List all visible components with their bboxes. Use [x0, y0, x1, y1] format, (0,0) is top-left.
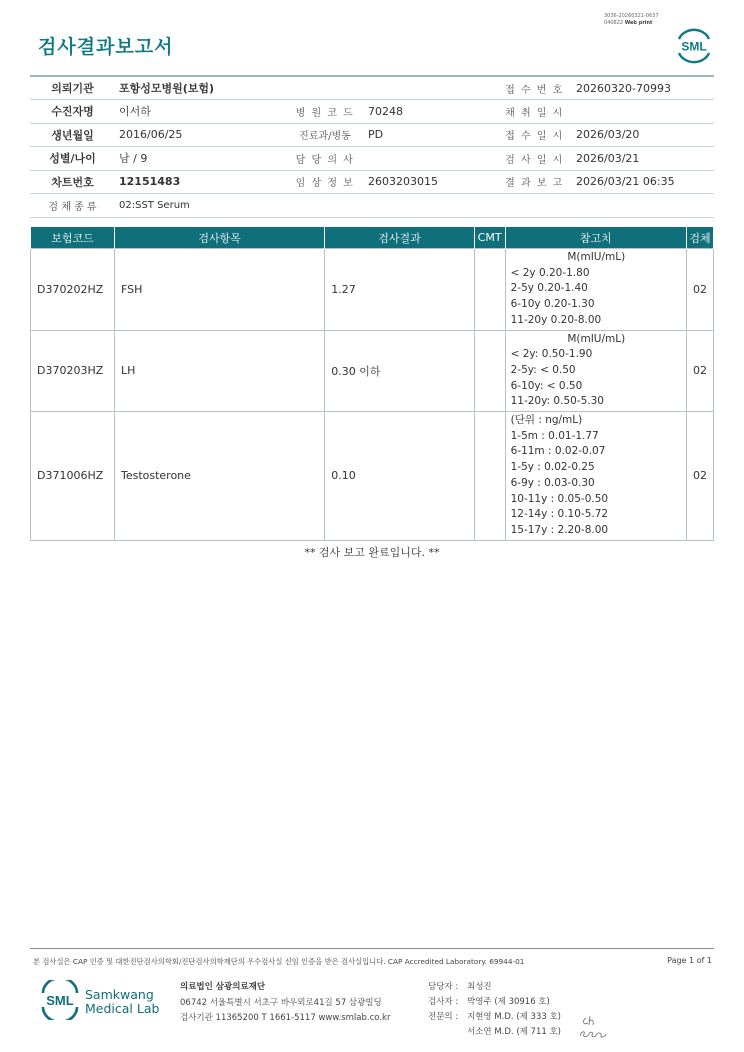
test-item: LH — [114, 330, 324, 412]
reference-line: 6-10y: < 0.50 — [510, 379, 583, 392]
collect-date-label: 채 취 일 시 — [497, 100, 572, 124]
info-row — [30, 194, 714, 218]
table-row — [31, 249, 714, 331]
reference-line: 2-5y 0.20-1.40 — [510, 282, 588, 295]
reference-line: 1-5y : 0.02-0.25 — [510, 461, 595, 474]
reference-line: 11-20y: 0.50-5.30 — [510, 395, 604, 408]
reference-line: 10-11y : 0.05-0.50 — [510, 492, 609, 505]
reference-line: 15-17y : 2.20-8.00 — [510, 523, 609, 536]
org-name: 의료법인 삼광의료재단 — [180, 982, 266, 992]
staff-name: 지현영 M.D. (제 333 호) — [467, 1012, 562, 1022]
receipt-no-value: 20260320-70993 — [572, 76, 714, 100]
staff-name: 서소연 M.D. (제 711 호) — [467, 1027, 562, 1037]
sex-age-label: 성별/나이 — [30, 147, 115, 171]
staff-list — [428, 980, 561, 1040]
patient-info-table — [30, 75, 714, 218]
dept-value: PD — [364, 123, 497, 147]
page-number: Page 1 of 1 — [667, 956, 712, 965]
receipt-date-label: 접 수 일 시 — [497, 123, 572, 147]
signature — [578, 1010, 608, 1040]
test-date-value: 2026/03/21 — [572, 147, 714, 171]
reference-range — [505, 249, 686, 331]
info-row — [30, 100, 714, 124]
samkwang-logo-text — [85, 988, 159, 1016]
doctor-value — [364, 147, 497, 171]
info-row — [30, 147, 714, 171]
certification-text: 본 검사실은 CAP 인증 및 대한진단검사의학회/진단검사의학재단의 우수검사실 신임 인증을 받은 검사실입니다. CAP Accredited Laboratory. 69944-01 — [33, 957, 525, 966]
test-item: FSH — [114, 249, 324, 331]
reference-unit: M(mIU/mL) — [567, 251, 626, 263]
results-header-row — [31, 227, 714, 249]
test-item: Testosterone — [114, 412, 324, 541]
sex-age-value: 남 / 9 — [115, 147, 286, 171]
test-code: D370203HZ — [31, 330, 115, 412]
report-date-label: 결 과 보 고 — [497, 170, 572, 194]
document-id — [604, 13, 659, 26]
chart-no-value: 12151483 — [115, 170, 286, 194]
info-row — [30, 76, 714, 100]
reference-line: 12-14y : 0.10-5.72 — [510, 508, 609, 521]
dob-value: 2016/06/25 — [115, 123, 286, 147]
test-date-label: 검 사 일 시 — [497, 147, 572, 171]
samkwang-logo-mark: SML — [46, 993, 74, 1008]
page-title: 검사결과보고서 — [38, 36, 174, 58]
patient-name-value: 이서하 — [115, 100, 286, 124]
org-contact: 검사기관 11365200 T 1661-5117 www.smlab.co.kr — [180, 1013, 391, 1023]
clinical-info-label: 임 상 정 보 — [286, 170, 364, 194]
test-cmt — [474, 330, 505, 412]
test-result: 1.27 — [325, 249, 474, 331]
staff-role: 담당자 : — [428, 982, 459, 992]
test-cmt — [474, 412, 505, 541]
sml-logo — [673, 27, 715, 65]
reference-line: 11-20y 0.20-8.00 — [510, 313, 602, 326]
staff-name: 최성진 — [467, 982, 492, 992]
patient-name-label: 수진자명 — [30, 100, 115, 124]
info-row — [30, 170, 714, 194]
samkwang-logo — [38, 980, 82, 1020]
info-row — [30, 123, 714, 147]
reference-unit: (단위 : ng/mL) — [510, 414, 583, 427]
staff-row — [428, 980, 561, 995]
doctor-label: 담 당 의 사 — [286, 147, 364, 171]
logo-name-line2: Medical Lab — [85, 1001, 160, 1016]
reference-line: 2-5y: < 0.50 — [510, 363, 576, 376]
test-code: D370202HZ — [31, 249, 115, 331]
completion-note: ** 검사 보고 완료입니다. ** — [304, 546, 440, 559]
collect-date-value — [572, 100, 714, 124]
org-address: 06742 서울특별시 서초구 바우뫼로41길 57 삼광빌딩 — [180, 997, 382, 1008]
col-header-code: 보험코드 — [31, 227, 115, 249]
specimen-type-label: 검 체 종 류 — [30, 194, 115, 218]
test-code: D371006HZ — [31, 412, 115, 541]
test-result: 0.10 — [325, 412, 474, 541]
document-id-line1: 3036-20260321-0637 — [604, 13, 659, 19]
reference-unit: M(mIU/mL) — [567, 332, 626, 345]
staff-row — [428, 1010, 561, 1025]
table-row — [31, 330, 714, 412]
specimen-code: 02 — [686, 249, 713, 331]
reference-range — [505, 412, 686, 541]
staff-row — [428, 995, 561, 1010]
chart-no-label: 차트번호 — [30, 170, 115, 194]
col-header-specimen: 검체 — [686, 227, 713, 249]
reference-line: < 2y: 0.50-1.90 — [510, 348, 593, 361]
col-header-result: 검사결과 — [325, 227, 474, 249]
hospital-code-value: 70248 — [364, 100, 497, 124]
dept-label: 진료과/병동 — [286, 123, 364, 147]
staff-row — [428, 1025, 561, 1040]
web-print-tag: Web print — [624, 19, 653, 26]
specimen-code: 02 — [686, 412, 713, 541]
reference-line: 6-10y 0.20-1.30 — [510, 298, 595, 311]
receipt-no-label: 접 수 번 호 — [497, 76, 572, 100]
col-header-item: 검사항목 — [114, 227, 324, 249]
receipt-date-value: 2026/03/20 — [572, 123, 714, 147]
test-cmt — [474, 249, 505, 331]
footer-divider — [30, 948, 714, 949]
reference-line: 6-11m : 0.02-0.07 — [510, 445, 606, 458]
reference-range — [505, 330, 686, 412]
requester-value: 포항성모병원(보험) — [115, 76, 497, 100]
staff-role: 검사자 : — [428, 997, 459, 1007]
dob-label: 생년월일 — [30, 123, 115, 147]
staff-name: 박영주 (제 30916 호) — [467, 997, 550, 1007]
reference-line: 1-5m : 0.01-1.77 — [510, 429, 599, 442]
sml-logo-text: SML — [681, 39, 707, 54]
col-header-cmt: CMT — [474, 227, 505, 249]
specimen-type-value: 02:SST Serum — [115, 194, 714, 218]
logo-name-line1: Samkwang — [85, 987, 154, 1002]
document-id-code: 040822 — [604, 19, 624, 26]
table-row — [31, 412, 714, 541]
specimen-code: 02 — [686, 330, 713, 412]
reference-line: < 2y 0.20-1.80 — [510, 266, 590, 279]
col-header-reference: 참고치 — [505, 227, 686, 249]
staff-role — [428, 1025, 467, 1040]
report-date-value: 2026/03/21 06:35 — [572, 170, 714, 194]
test-result: 0.30 이하 — [325, 330, 474, 412]
requester-label: 의뢰기관 — [30, 76, 115, 100]
organization-info — [180, 980, 390, 1027]
hospital-code-label: 병 원 코 드 — [286, 100, 364, 124]
results-table — [30, 226, 714, 541]
clinical-info-value: 2603203015 — [364, 170, 497, 194]
reference-line: 6-9y : 0.03-0.30 — [510, 476, 595, 489]
staff-role: 전문의 : — [428, 1012, 459, 1022]
